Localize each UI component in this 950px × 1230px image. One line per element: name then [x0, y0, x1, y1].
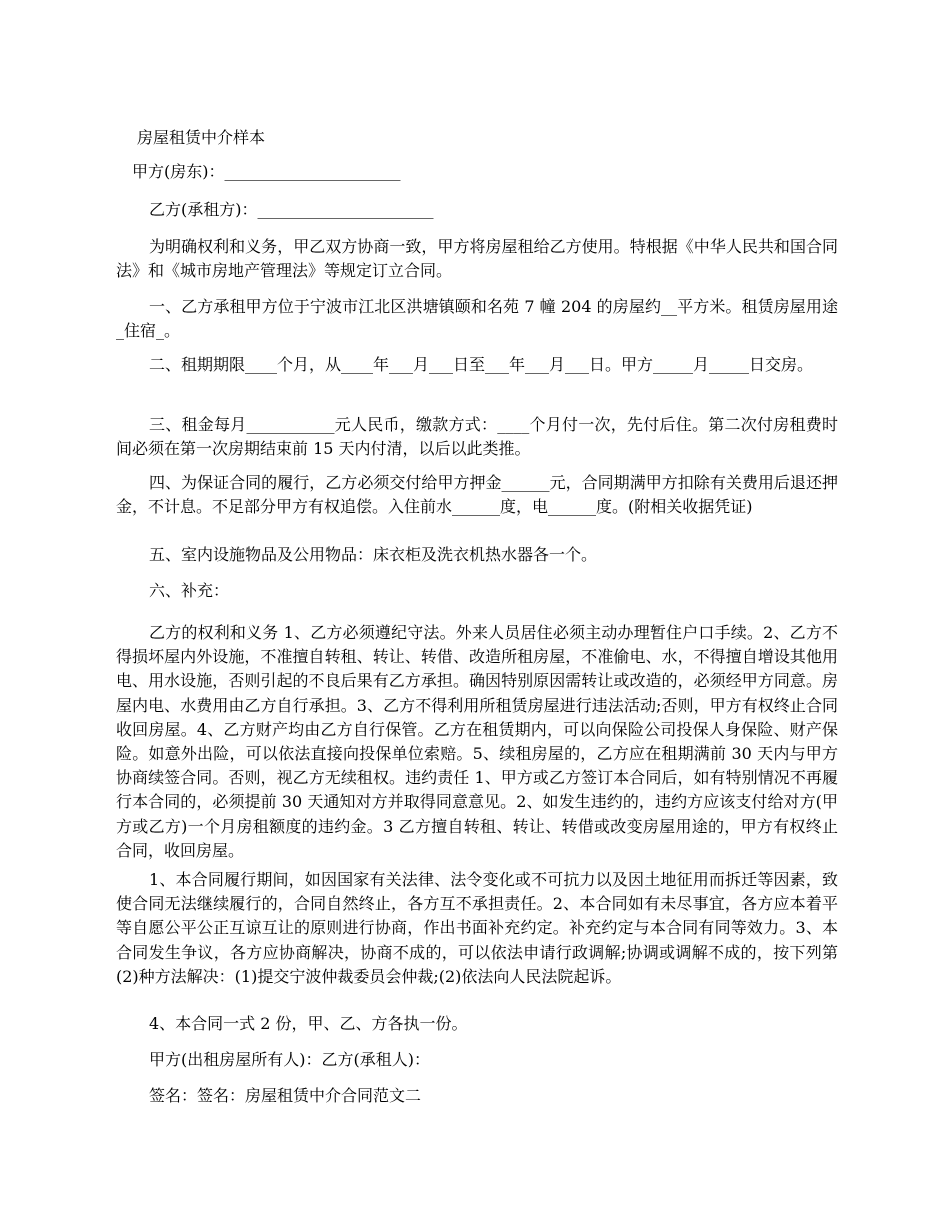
document-title: 房屋租赁中介样本: [137, 128, 266, 147]
paragraph-clause-4: 四、为保证合同的履行，乙方必须交付给甲方押金______元，合同期满甲方扣除有关费用后退还押金，不计息。不足部分甲方有权追偿。入住前水______度，电______度。(附相关收据凭证): [116, 473, 838, 517]
paragraph-clause-3: 三、租金每月___________元人民币，缴款方式：____个月付一次，先付后住。第二次付房租费时间必须在第一次房期结束前 15 天内付清，以后以此类推。: [116, 415, 838, 459]
paragraph-clause-2: 二、租期期限____个月，从____年___月___日至___年___月___日。甲方_____月_____日交房。: [149, 355, 814, 374]
party-a-line: 甲方(房东)：______________________: [132, 162, 401, 181]
signature-line: 签名：签名：房屋租赁中介合同范文二: [149, 1086, 422, 1105]
party-b-line: 乙方(承租方)：______________________: [149, 200, 434, 219]
paragraph-intro: 为明确权利和义务，甲乙双方协商一致，甲方将房屋租给乙方使用。特根据《中华人民共和国合同法》和《城市房地产管理法》等规定订立合同。: [116, 237, 838, 281]
paragraph-rights-obligations: 乙方的权利和义务 1、乙方必须遵纪守法。外来人员居住必须主动办理暂住户口手续。2、乙方不得损坏屋内外设施，不准擅自转租、转让、转借、改造所租房屋，不准偷电、水，不得擅自增设其他用电、用水设施，否则引起的不良后果有乙方承担。确因特别原因需转让或改造的，必须经甲方同意。房屋内电、水费用由乙方自行承担。3、乙方不得利用所租赁房屋进行违法活动;否则，甲方有权终止合同收回房屋。4、乙方财产均由乙方自行保管。乙方在租赁期内，可以向保险公司投保人身保险、财产保险。如意外出险，可以依法直接向投保单位索赔。5、续租房屋的，乙方应在租期满前 30 天内与甲方协商续签合同。否则，视乙方无续租权。违约责任 1、甲方或乙方签订本合同后，如有特别情况不再履行本合同的，必须提前 30 天通知对方并取得同意意见。2、如发生违约的，违约方应该支付给对方(甲方或乙方)一个月房租额度的违约金。3 乙方擅自转租、转让、转借或改变房屋用途的，甲方有权终止合同，收回房屋。: [116, 623, 838, 860]
paragraph-copies: 4、本合同一式 2 份，甲、乙、方各执一份。: [149, 1014, 468, 1033]
paragraph-clause-6: 六、补充：: [149, 581, 230, 600]
paragraph-clause-1: 一、乙方承租甲方位于宁波市江北区洪塘镇颐和名苑 7 幢 204 的房屋约__平方米。租赁房屋用途_住宿_。: [116, 297, 838, 341]
signature-parties: 甲方(出租房屋所有人)：乙方(承租人)：: [149, 1050, 430, 1069]
paragraph-clause-5: 五、室内设施物品及公用物品：床衣柜及洗衣机热水器各一个。: [149, 545, 598, 564]
paragraph-general-terms: 1、本合同履行期间，如因国家有关法律、法令变化或不可抗力以及因土地征用而拆迁等因素，致使合同无法继续履行的，合同自然终止，各方互不承担责任。2、本合同如有未尽事宜，各方应本着平等自愿公平公正互谅互让的原则进行协商，作出书面补充约定。补充约定与本合同有同等效力。3、本合同发生争议，各方应协商解决，协商不成的，可以依法申请行政调解;协调或调解不成的，按下列第(2)种方法解决：(1)提交宁波仲裁委员会仲裁;(2)依法向人民法院起诉。: [116, 870, 838, 986]
